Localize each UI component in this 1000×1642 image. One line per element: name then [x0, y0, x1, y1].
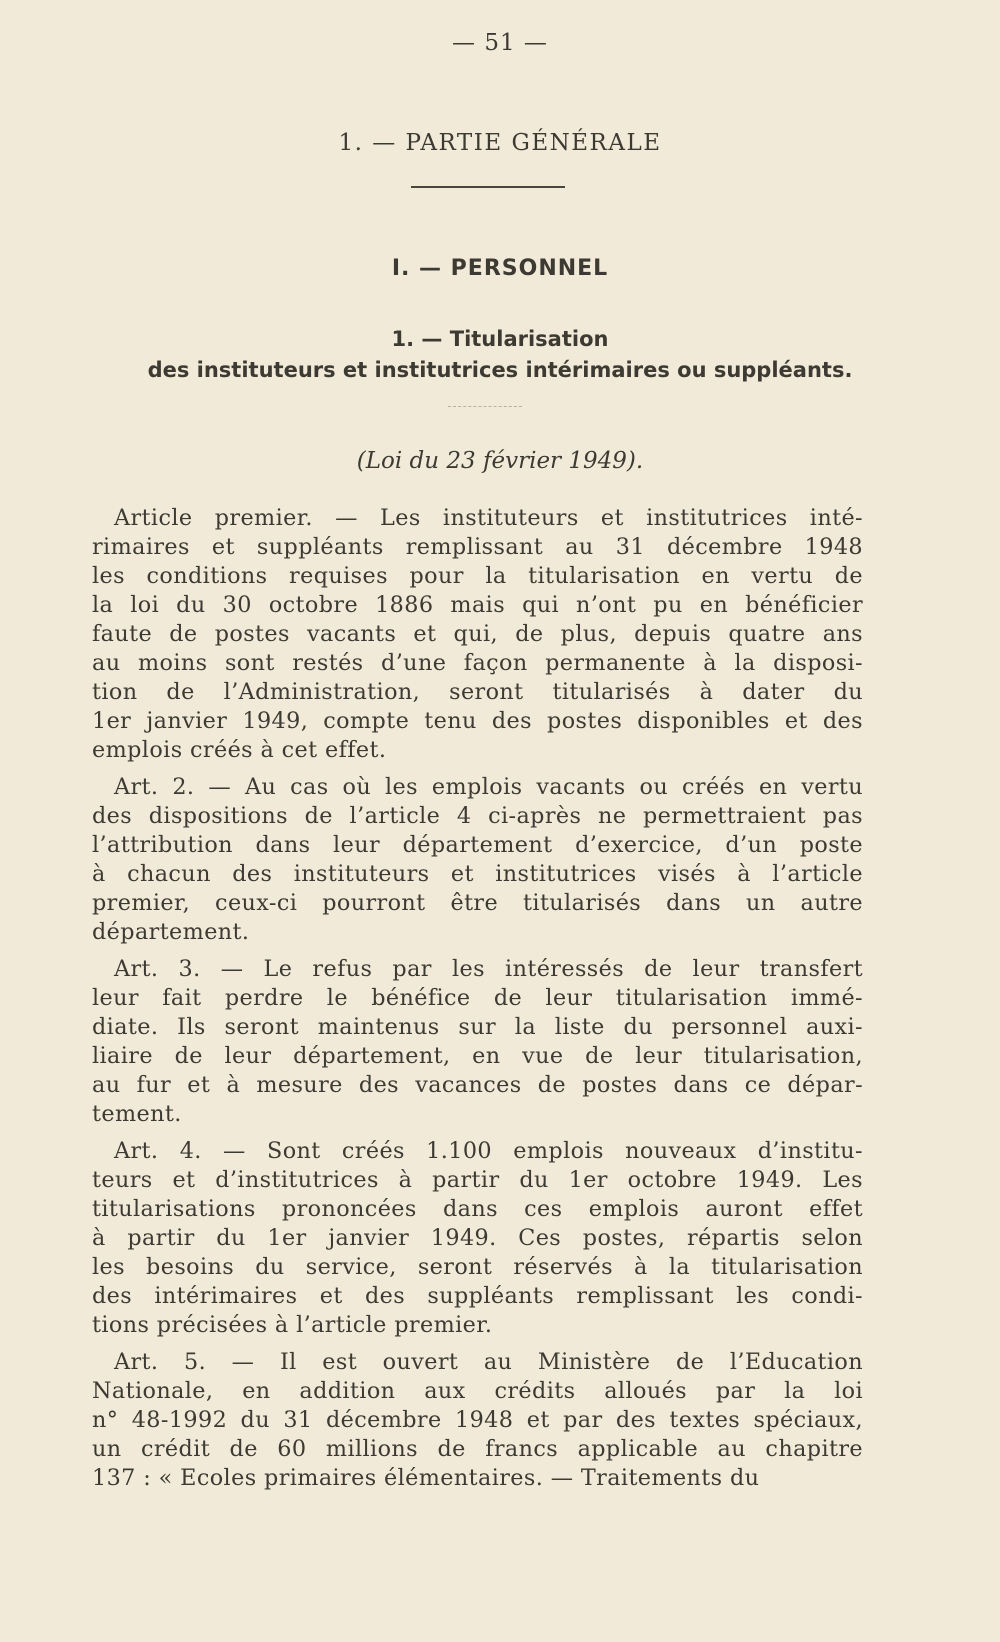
- subsection-line-2: des instituteurs et institutrices intérimaires ou suppléants.: [147, 358, 853, 382]
- text-line: rimaires et suppléants remplissant au 31 décembre 1948: [92, 534, 863, 560]
- article-paragraph: [92, 955, 863, 1129]
- text-line: Article premier. — Les instituteurs et institutrices inté-: [114, 505, 863, 531]
- text-line: teurs et d’institutrices à partir du 1er octobre 1949. Les: [92, 1167, 863, 1193]
- text-line: tion de l’Administration, seront titularisés à dater du: [92, 679, 863, 705]
- text-line: des dispositions de l’article 4 ci-après ne permettraient pas: [92, 803, 863, 829]
- page-number: — 51 —: [452, 30, 548, 56]
- article-paragraph: [92, 504, 863, 765]
- article-paragraph: [92, 1348, 863, 1493]
- text-line: département.: [92, 919, 250, 945]
- text-line: emplois créés à cet effet.: [92, 737, 387, 763]
- text-line: tement.: [92, 1101, 182, 1127]
- text-line: leur fait perdre le bénéfice de leur titularisation immé-: [92, 985, 863, 1011]
- text-line: tions précisées à l’article premier.: [92, 1312, 493, 1338]
- text-line: Nationale, en addition aux crédits alloués par la loi: [92, 1378, 863, 1404]
- text-line: Art. 5. — Il est ouvert au Ministère de l’Education: [114, 1349, 863, 1375]
- text-line: au moins sont restés d’une façon permanente à la disposi-: [92, 650, 863, 676]
- law-reference: (Loi du 23 février 1949).: [356, 448, 644, 474]
- text-line: Art. 3. — Le refus par les intéressés de leur transfert: [114, 956, 863, 982]
- articles-body: [92, 504, 863, 1493]
- text-line: 137 : « Ecoles primaires élémentaires. — Traitements du: [92, 1465, 760, 1491]
- text-line: des intérimaires et des suppléants remplissant les condi-: [92, 1283, 863, 1309]
- text-line: Art. 2. — Au cas où les emplois vacants ou créés en vertu: [114, 774, 863, 800]
- text-line: titularisations prononcées dans ces emplois auront effet: [92, 1196, 863, 1222]
- article-paragraph: [92, 773, 863, 947]
- text-line: les besoins du service, seront réservés à la titularisation: [92, 1254, 863, 1280]
- text-line: faute de postes vacants et qui, de plus, depuis quatre ans: [92, 621, 863, 647]
- text-line: n° 48-1992 du 31 décembre 1948 et par des textes spéciaux,: [92, 1407, 863, 1433]
- subsection-heading: [0, 324, 1000, 386]
- text-line: à partir du 1er janvier 1949. Ces postes, répartis selon: [92, 1225, 863, 1251]
- article-paragraph: [92, 1137, 863, 1340]
- text-line: à chacun des instituteurs et institutrices visés à l’article: [92, 861, 863, 887]
- paragraph-gap: [92, 1340, 863, 1348]
- subsection-line-1: 1. — Titularisation: [391, 327, 609, 351]
- text-line: les conditions requises pour la titularisation en vertu de: [92, 563, 863, 589]
- text-line: la loi du 30 octobre 1886 mais qui n’ont pu en bénéficier: [92, 592, 863, 618]
- text-line: l’attribution dans leur département d’exercice, d’un poste: [92, 832, 863, 858]
- part-title: 1. — PARTIE GÉNÉRALE: [338, 130, 662, 156]
- text-line: Art. 4. — Sont créés 1.100 emplois nouveaux d’institu-: [114, 1138, 863, 1164]
- divider-rule: [411, 186, 565, 188]
- text-line: 1er janvier 1949, compte tenu des postes disponibles et des: [92, 708, 863, 734]
- short-divider: [448, 406, 522, 407]
- paragraph-gap: [92, 947, 863, 955]
- text-line: un crédit de 60 millions de francs applicable au chapitre: [92, 1436, 863, 1462]
- text-line: diate. Ils seront maintenus sur la liste du personnel auxi-: [92, 1014, 863, 1040]
- section-title: I. — PERSONNEL: [391, 256, 609, 281]
- paragraph-gap: [92, 1129, 863, 1137]
- paragraph-gap: [92, 765, 863, 773]
- text-line: au fur et à mesure des vacances de postes dans ce dépar-: [92, 1072, 863, 1098]
- text-line: liaire de leur département, en vue de leur titularisation,: [92, 1043, 863, 1069]
- text-line: premier, ceux-ci pourront être titularisés dans un autre: [92, 890, 863, 916]
